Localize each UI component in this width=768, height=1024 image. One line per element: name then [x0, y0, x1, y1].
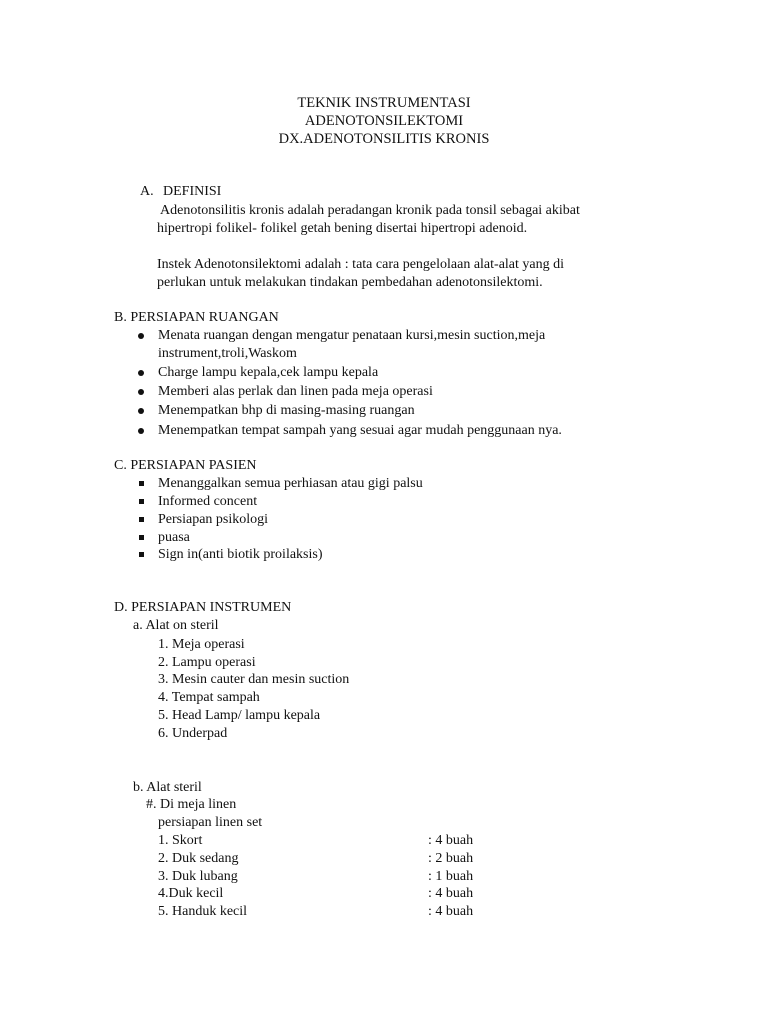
- section-c-item: Sign in(anti biotik proilaksis): [158, 547, 323, 562]
- section-b-item: Charge lampu kepala,cek lampu kepala: [158, 365, 379, 380]
- section-d-sub-a: a. Alat on steril: [133, 618, 219, 633]
- section-a-para2-line2: perlukan untuk melakukan tindakan pembedahan adenotonsilektomi.: [157, 275, 543, 290]
- section-a-para1-line1: Adenotonsilitis kronis adalah peradangan kronik pada tonsil sebagai akibat: [160, 203, 580, 218]
- alat-on-steril-item: 4. Tempat sampah: [158, 690, 260, 705]
- section-c-item: Persiapan psikologi: [158, 512, 269, 527]
- alat-on-steril-item: 2. Lampu operasi: [158, 655, 256, 670]
- linen-item-qty: : 4 buah: [428, 886, 474, 901]
- section-c-item: Menanggalkan semua perhiasan atau gigi palsu: [158, 476, 423, 491]
- alat-on-steril-item: 5. Head Lamp/ lampu kepala: [158, 708, 321, 723]
- linen-item-name: 4.Duk kecil: [158, 886, 224, 901]
- bullet-dot-icon: [138, 408, 144, 414]
- bullet-dot-icon: [138, 428, 144, 434]
- bullet-square-icon: [139, 552, 144, 557]
- doc-title-line3: DX.ADENOTONSILITIS KRONIS: [278, 131, 490, 147]
- doc-title-line2: ADENOTONSILEKTOMI: [304, 113, 464, 129]
- section-b-item: Memberi alas perlak dan linen pada meja operasi: [158, 384, 433, 399]
- section-a-para1-line2: hipertropi folikel- folikel getah bening disertai hipertropi adenoid.: [157, 221, 528, 236]
- alat-on-steril-item: 3. Mesin cauter dan mesin suction: [158, 672, 350, 687]
- section-d-sub-b-hash: #. Di meja linen: [146, 797, 237, 812]
- bullet-square-icon: [139, 481, 144, 486]
- linen-item-name: 5. Handuk kecil: [158, 904, 248, 919]
- alat-on-steril-item: 6. Underpad: [158, 726, 228, 741]
- bullet-dot-icon: [138, 333, 144, 339]
- linen-item-qty: : 1 buah: [428, 869, 474, 884]
- bullet-square-icon: [139, 517, 144, 522]
- bullet-square-icon: [139, 535, 144, 540]
- linen-item-qty: : 4 buah: [428, 833, 474, 848]
- linen-item-name: 1. Skort: [158, 833, 203, 848]
- alat-on-steril-item: 1. Meja operasi: [158, 637, 245, 652]
- section-b-item: Menata ruangan dengan mengatur penataan kursi,mesin suction,meja: [158, 328, 546, 343]
- doc-title-line1: TEKNIK INSTRUMENTASI: [297, 95, 471, 111]
- linen-item-name: 3. Duk lubang: [158, 869, 238, 884]
- section-b-item: Menempatkan tempat sampah yang sesuai agar mudah penggunaan nya.: [158, 423, 562, 438]
- section-b-item: Menempatkan bhp di masing-masing ruangan: [158, 403, 415, 418]
- section-d-linen-set: persiapan linen set: [158, 815, 263, 830]
- section-a-para2-line1: Instek Adenotonsilektomi adalah : tata cara pengelolaan alat-alat yang di: [157, 257, 565, 272]
- linen-item-name: 2. Duk sedang: [158, 851, 239, 866]
- section-c-heading: C. PERSIAPAN PASIEN: [114, 458, 257, 473]
- bullet-square-icon: [139, 499, 144, 504]
- linen-item-qty: : 4 buah: [428, 904, 474, 919]
- section-d-heading: D. PERSIAPAN INSTRUMEN: [114, 600, 292, 615]
- linen-item-qty: : 2 buah: [428, 851, 474, 866]
- section-c-item: puasa: [158, 530, 190, 545]
- section-d-sub-b: b. Alat steril: [133, 780, 202, 795]
- section-b-item-cont: instrument,troli,Waskom: [158, 346, 297, 361]
- section-b-heading: B. PERSIAPAN RUANGAN: [114, 310, 279, 325]
- section-c-item: Informed concent: [158, 494, 258, 509]
- section-a-heading: DEFINISI: [163, 184, 222, 199]
- bullet-dot-icon: [138, 389, 144, 395]
- bullet-dot-icon: [138, 370, 144, 376]
- section-a-marker: A.: [140, 184, 154, 199]
